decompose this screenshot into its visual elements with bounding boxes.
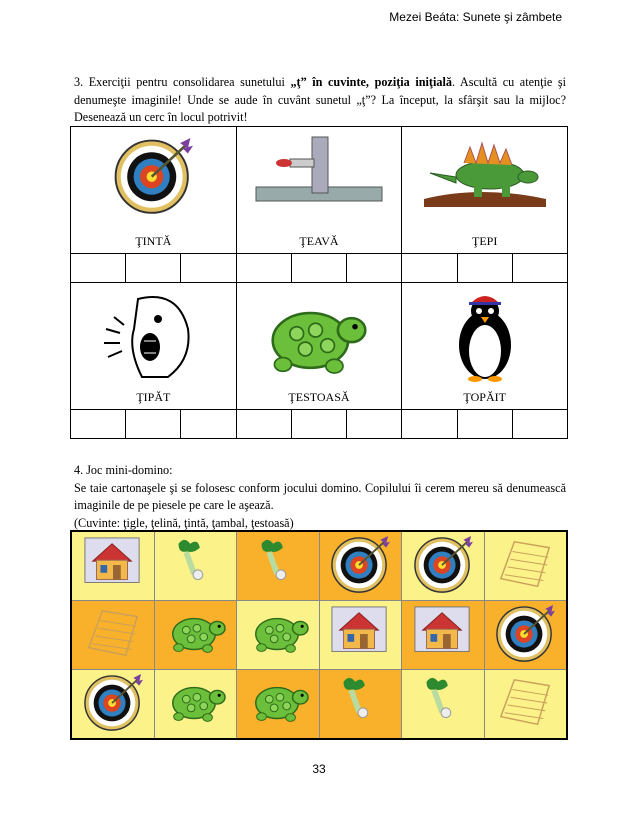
celery-icon [329, 674, 391, 734]
celery-icon [412, 674, 474, 734]
domino-half[interactable] [71, 670, 154, 740]
penguin-icon [445, 289, 525, 385]
exercise-4-text: Se taie cartonaşele şi se folosesc conform jocului domino. Copilului îi cerem mereu să denumească imaginile de pe piesele pe care le aşează. [74, 480, 566, 512]
exercise-4-words: (Cuvinte: ţigle, ţelină, ţintă, ţambal, ţestoasă) [74, 515, 294, 530]
cimbalom-icon [494, 674, 556, 734]
exercise-3-instructions: 3. Exerciţii pentru consolidarea sunetului „ţ” în cuvinte, poziţia iniţială. Ascultă cu atenţie şi denumeşte imaginile! Unde se aude în cuvânt sunetul „ţ”? La început, la sfârşit sau la mijloc? Desenează un cerc în locul potrivit! [74, 75, 566, 124]
domino-half[interactable] [237, 531, 320, 601]
domino-half[interactable] [319, 670, 402, 740]
position-box[interactable] [126, 410, 181, 439]
position-box[interactable] [291, 254, 346, 283]
position-box[interactable] [71, 410, 126, 439]
turtle-icon [247, 674, 309, 734]
domino-row [71, 601, 567, 670]
domino-half[interactable] [237, 601, 320, 670]
position-box[interactable] [291, 410, 346, 439]
turtle-icon [249, 289, 389, 385]
cimbalom-icon [82, 605, 144, 665]
position-box[interactable] [457, 254, 512, 283]
position-box[interactable] [236, 410, 291, 439]
domino-grid [70, 530, 568, 740]
word-label: ŢINTĂ [135, 234, 172, 248]
domino-half[interactable] [484, 670, 567, 740]
word-label: ŢOPĂIT [463, 390, 506, 404]
word-label: ŢEAVĂ [299, 234, 339, 248]
position-box[interactable] [512, 410, 567, 439]
domino-half[interactable] [402, 601, 485, 670]
screaming-face-icon [98, 289, 208, 385]
target-icon [113, 133, 193, 223]
position-box[interactable] [457, 410, 512, 439]
word-label: ŢEPI [471, 234, 498, 248]
position-box[interactable] [126, 254, 181, 283]
page-header: Mezei Beáta: Sunete şi zâmbete [389, 10, 562, 24]
target-icon [494, 605, 556, 665]
turtle-icon [247, 605, 309, 665]
picture-cell [402, 127, 568, 254]
domino-half[interactable] [237, 670, 320, 740]
position-box[interactable] [181, 254, 236, 283]
position-box[interactable] [347, 410, 402, 439]
domino-row [71, 531, 567, 601]
target-icon [329, 536, 391, 596]
position-box[interactable] [236, 254, 291, 283]
domino-row [71, 670, 567, 740]
target-icon [412, 536, 474, 596]
picture-cell [71, 127, 237, 254]
picture-cell [71, 283, 237, 410]
domino-half[interactable] [154, 601, 237, 670]
cimbalom-icon [494, 536, 556, 596]
stegosaurus-icon [420, 133, 550, 213]
turtle-icon [164, 605, 226, 665]
domino-half[interactable] [402, 670, 485, 740]
domino-half[interactable] [484, 601, 567, 670]
position-box[interactable] [402, 254, 457, 283]
domino-half[interactable] [319, 601, 402, 670]
house-icon [329, 605, 391, 665]
position-box[interactable] [512, 254, 567, 283]
page-number: 33 [312, 762, 326, 776]
position-box[interactable] [347, 254, 402, 283]
domino-half[interactable] [319, 531, 402, 601]
word-label: ŢIPĂT [136, 390, 171, 404]
domino-half[interactable] [154, 670, 237, 740]
pipe-icon [254, 133, 384, 213]
celery-icon [247, 536, 309, 596]
position-box[interactable] [181, 410, 236, 439]
position-box[interactable] [71, 254, 126, 283]
picture-cell [402, 283, 568, 410]
target-icon [82, 674, 144, 734]
domino-half[interactable] [71, 601, 154, 670]
domino-half[interactable] [154, 531, 237, 601]
exercise-4-title: 4. Joc mini-domino: [74, 463, 173, 477]
turtle-icon [164, 674, 226, 734]
position-box[interactable] [402, 410, 457, 439]
celery-icon [164, 536, 226, 596]
domino-half[interactable] [484, 531, 567, 601]
picture-cell [236, 283, 402, 410]
exercise-4 [74, 462, 566, 532]
word-label: ŢESTOASĂ [288, 390, 350, 404]
domino-half[interactable] [71, 531, 154, 601]
sound-position-grid [70, 126, 568, 439]
picture-cell [236, 127, 402, 254]
house-icon [412, 605, 474, 665]
domino-half[interactable] [402, 531, 485, 601]
house-icon [82, 536, 144, 596]
